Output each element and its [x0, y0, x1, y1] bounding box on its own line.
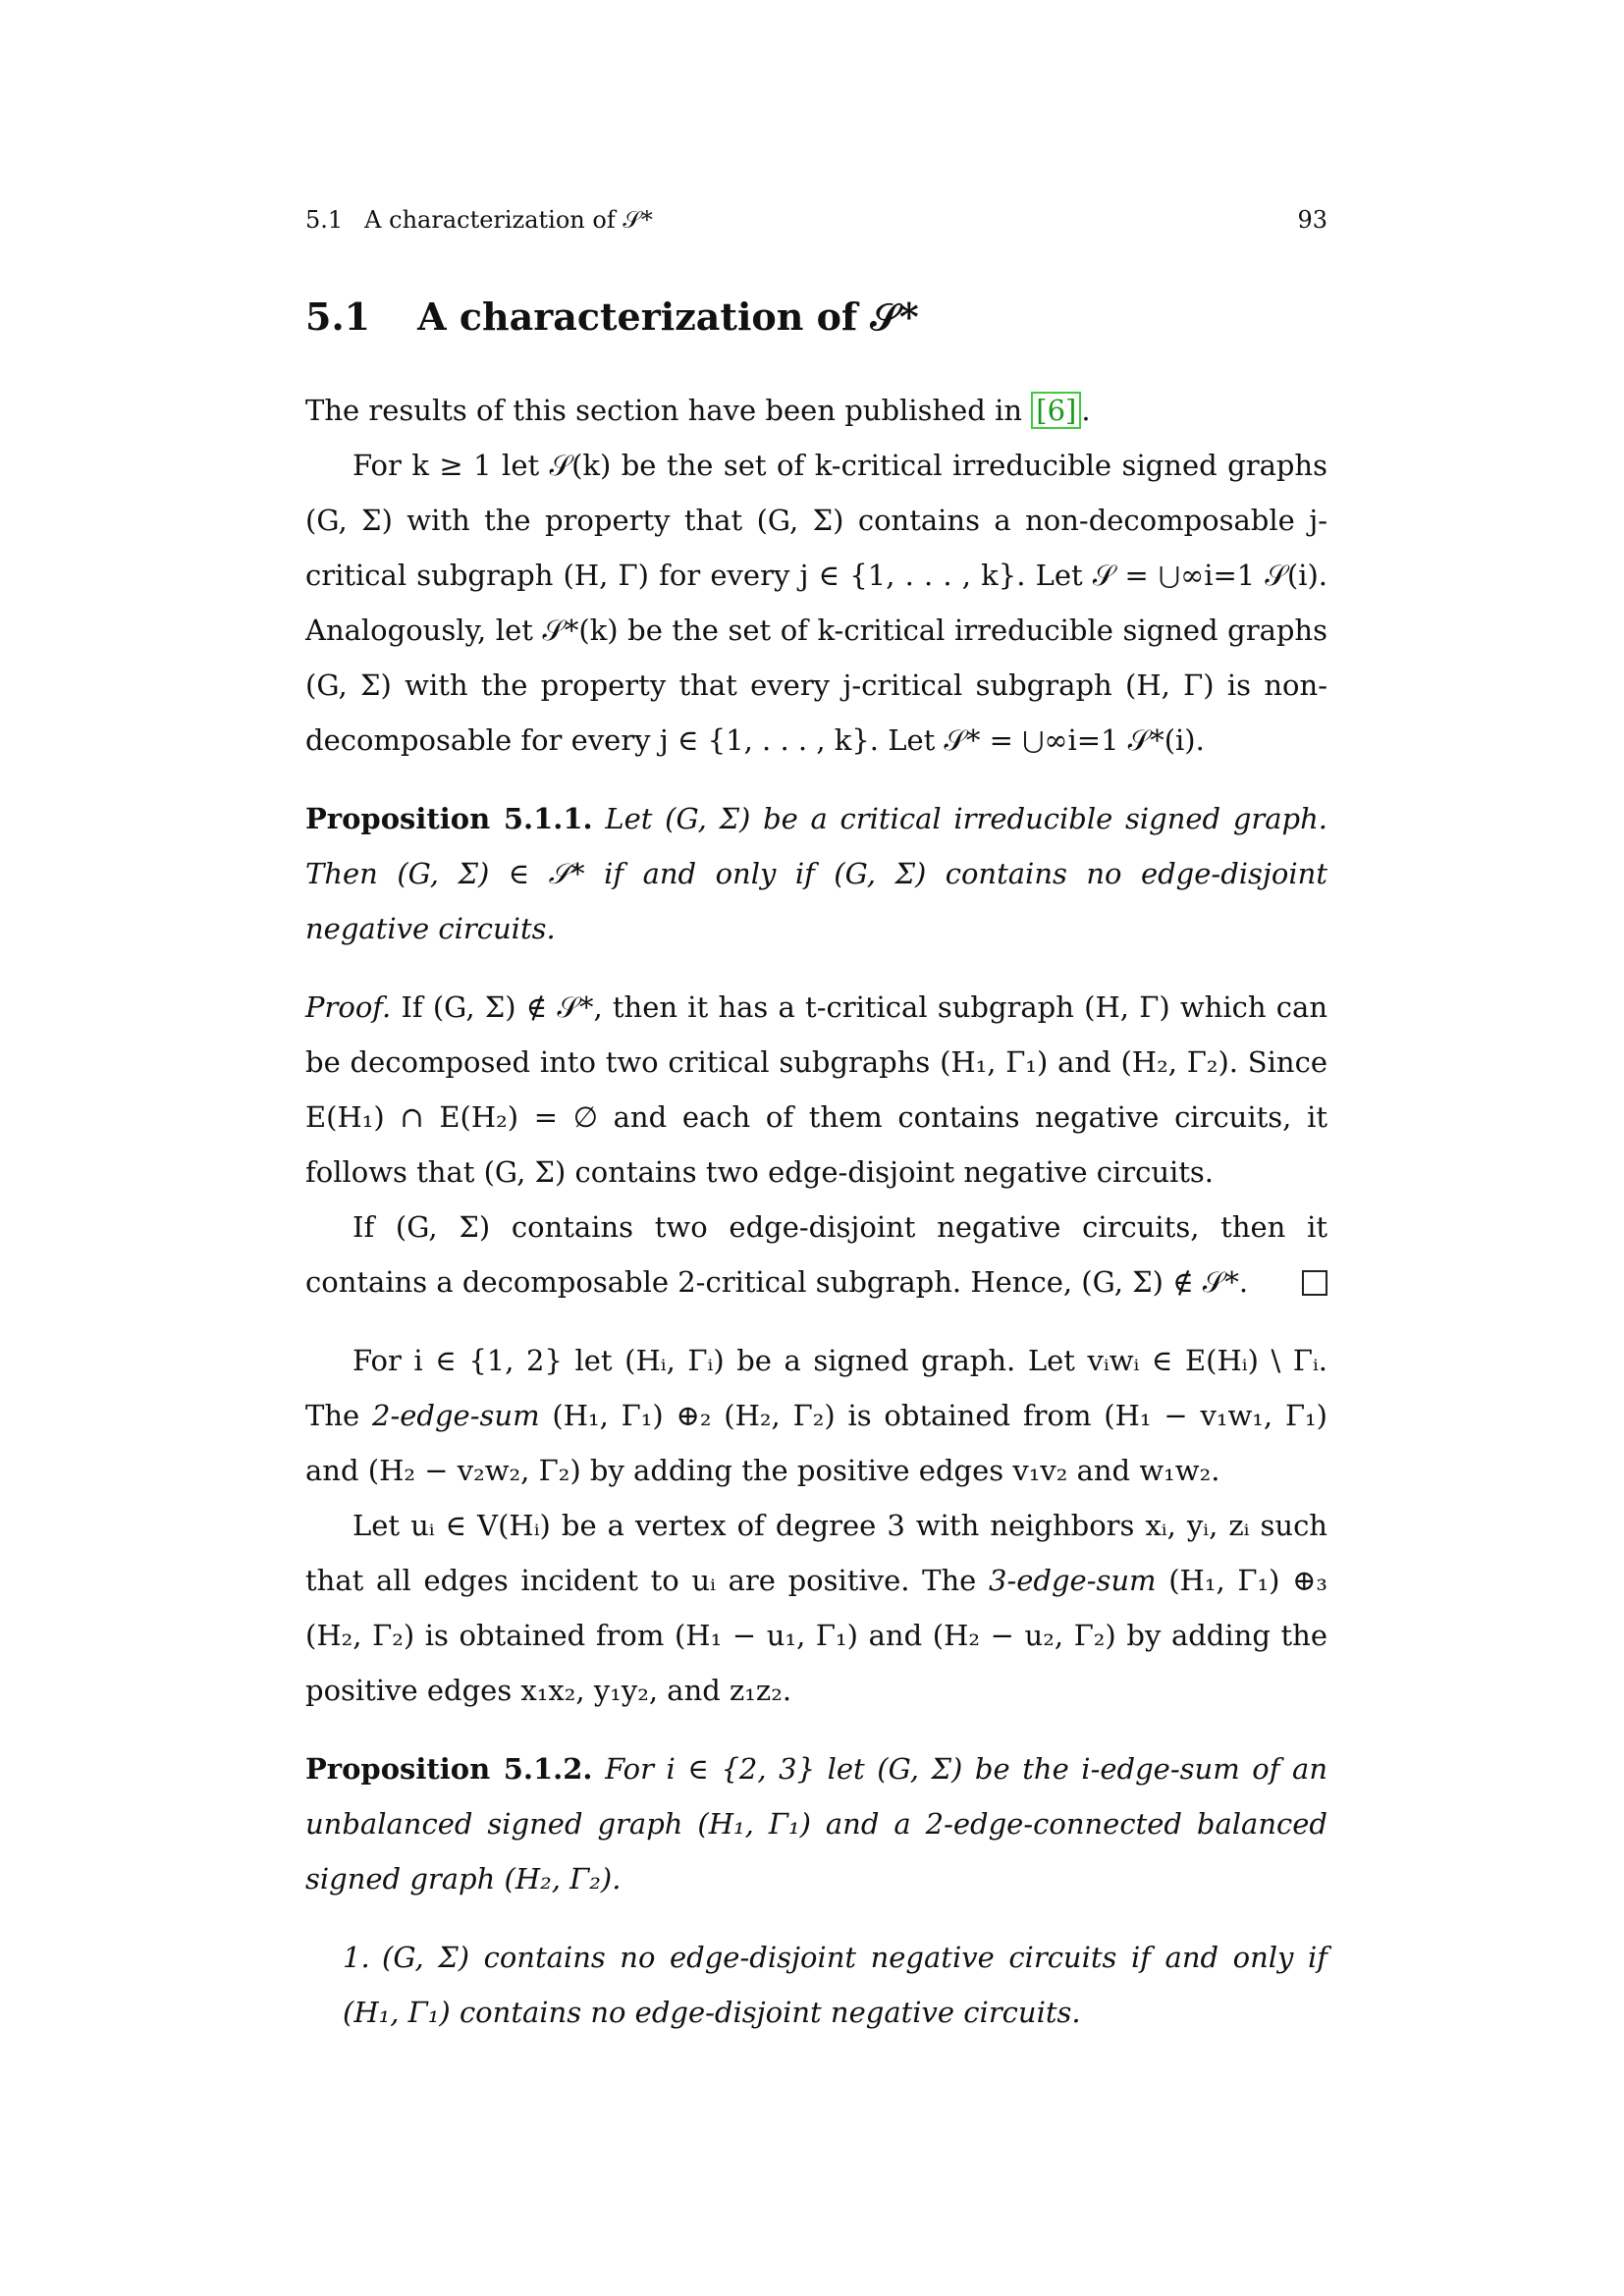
intro-paragraph [305, 383, 1327, 438]
edge-sum-1-text-end: (H₁, Γ₁) ⊕₂ (H₂, Γ₂) is obtained from (H₁ − v₁w₁, Γ₁) and (H₂ − v₂w₂, Γ₂) by adding the positive edges v₁v₂ and w₁w₂. [305, 1399, 1328, 1487]
proof-paragraph-1 [305, 980, 1327, 1200]
proposition-label: Proposition 5.1.1. [305, 802, 593, 835]
section-heading [305, 294, 919, 340]
proposition-text-2: For i ∈ {2, 3} let (G, Σ) be the i-edge-sum of an unbalanced signed graph (H₁, Γ₁) and a 2-edge-connected balanced signed graph (H₂, Γ₂). [305, 1752, 1328, 1896]
intro-text: The results of this section have been published in [305, 394, 1032, 427]
running-header [305, 206, 1327, 234]
proposition-5-1-1 [305, 791, 1327, 956]
running-header-title [305, 206, 653, 234]
proof-text-2: If (G, Σ) contains two edge-disjoint negative circuits, then it contains a decomposable 2-critical subgraph. Hence, (G, Σ) ∉ 𝒮*. [305, 1210, 1327, 1299]
proof-paragraph-2 [305, 1200, 1327, 1309]
intro-text-end: . [1081, 394, 1091, 427]
edge-sum-paragraph-2 [305, 1498, 1327, 1718]
proposition-5-1-2 [305, 1741, 1327, 1906]
qed-square-icon [1302, 1270, 1327, 1296]
edge-sum-2-text-end: (H₁, Γ₁) ⊕₃ (H₂, Γ₂) is obtained from (H₁ − u₁, Γ₁) and (H₂ − u₂, Γ₂) by adding the positive edges x₁x₂, y₁y₂, and z₁z₂. [305, 1564, 1328, 1707]
edge-sum-paragraph-1 [305, 1333, 1327, 1498]
running-header-section-title: A characterization of 𝒮* [364, 206, 653, 234]
running-header-section-number: 5.1 [305, 206, 344, 234]
proof-label: Proof. [305, 990, 392, 1024]
term-3-edge-sum: 3-edge-sum [989, 1564, 1157, 1597]
section-title: A characterization of 𝒮* [417, 294, 919, 339]
list-item [343, 1930, 1327, 2040]
edge-sum-2-text: Let uᵢ ∈ V(Hᵢ) be a vertex of degree 3 with neighbors xᵢ, yᵢ, zᵢ such that all edges incident to uᵢ are positive. The [305, 1509, 1327, 1597]
page-number: 93 [1297, 206, 1327, 234]
term-2-edge-sum: 2-edge-sum [372, 1399, 540, 1432]
proof-text-1: If (G, Σ) ∉ 𝒮*, then it has a t-critical subgraph (H, Γ) which can be decomposed into two critical subgraphs (H₁, Γ₁) and (H₂, Γ₂). Since E(H₁) ∩ E(H₂) = ∅ and each of them contains negative circuits, it follows that (G, Σ) contains two edge-disjoint negative circuits. [305, 990, 1328, 1189]
definition-paragraph: For k ≥ 1 let 𝒮(k) be the set of k-critical irreducible signed graphs (G, Σ) with the property that (G, Σ) contains a non-decomposable j-critical subgraph (H, Γ) for every j ∈ {1, . . . , k}. Let 𝒮 = ⋃∞i=1 𝒮(i). Analogously, let 𝒮*(k) be the set of k-critical irreducible signed graphs (G, Σ) with the property that every j-critical subgraph (H, Γ) is non-decomposable for every j ∈ {1, . . . , k}. Let 𝒮* = ⋃∞i=1 𝒮*(i). [305, 449, 1327, 757]
proposition-text: Let (G, Σ) be a critical irreducible signed graph. Then (G, Σ) ∈ 𝒮* if and only if (G, Σ) contains no edge-disjoint negative circuits. [305, 802, 1328, 945]
edge-sum-1-text: For i ∈ {1, 2} let (Hᵢ, Γᵢ) be a signed graph. Let vᵢwᵢ ∈ E(Hᵢ) \ Γᵢ. The [305, 1344, 1327, 1432]
list-item-text: (G, Σ) contains no edge-disjoint negative circuits if and only if (H₁, Γ₁) contains no edge-disjoint negative circuits. [343, 1941, 1327, 2029]
proposition-label-2: Proposition 5.1.2. [305, 1752, 593, 1786]
proposition-item-list [305, 1930, 1327, 2040]
main-content [305, 383, 1327, 2040]
section-number: 5.1 [305, 294, 371, 339]
citation-link[interactable]: [6] [1031, 392, 1081, 429]
list-item-number: 1. [343, 1941, 370, 1974]
